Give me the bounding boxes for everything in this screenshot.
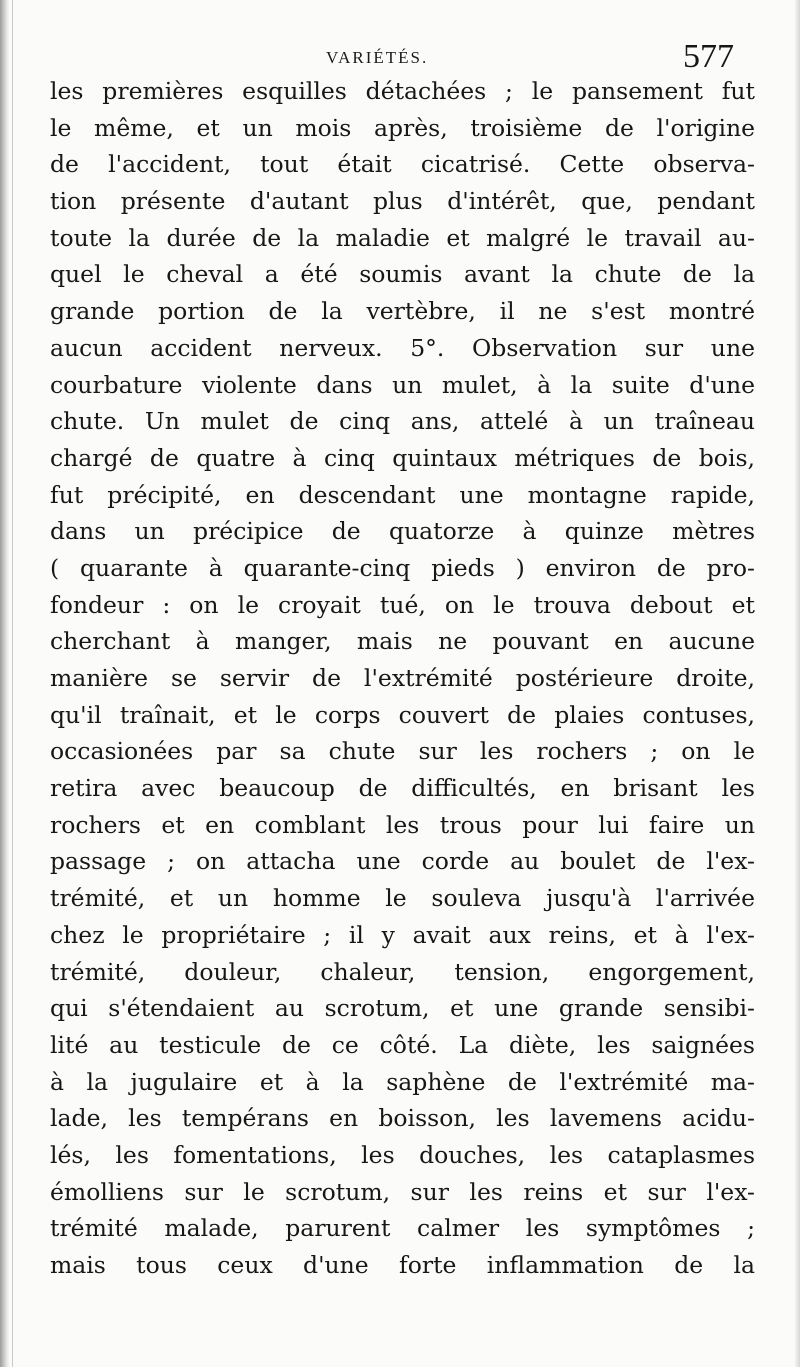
text-line: mais tous ceux d'une forte inflammation de la <box>50 1251 755 1279</box>
text-line: fondeur : on le croyait tué, on le trouva debout et <box>50 590 755 619</box>
text-line: trémité malade, parurent calmer les symptômes ; <box>50 1214 755 1243</box>
text-line: de l'accident, tout était cicatrisé. Cette observa- <box>50 150 755 179</box>
text-line: tion présente d'autant plus d'intérêt, que, pendant <box>50 187 755 216</box>
text-line: occasionées par sa chute sur les rochers ; on le <box>50 737 755 766</box>
body-text <box>50 73 755 1284</box>
text-line: toute la durée de la maladie et malgré le travail au- <box>50 223 755 252</box>
text-line: les premières esquilles détachées ; le pansement fut <box>50 77 755 105</box>
text-line: courbature violente dans un mulet, à la suite d'une <box>50 370 755 399</box>
text-line: passage ; on attacha une corde au boulet de l'ex- <box>50 847 755 876</box>
text-line: lade, les tempérans en boisson, les lavemens acidu- <box>50 1104 755 1133</box>
page-edge-right <box>794 0 800 1367</box>
text-line: dans un précipice de quatorze à quinze mètres <box>50 517 755 546</box>
text-line: trémité, douleur, chaleur, tension, engorgement, <box>50 957 755 986</box>
text-line: émolliens sur le scrotum, sur les reins et sur l'ex- <box>50 1177 755 1206</box>
text-line: grande portion de la vertèbre, il ne s'est montré <box>50 297 755 326</box>
text-line: chute. Un mulet de cinq ans, attelé à un traîneau <box>50 407 755 436</box>
text-line: retira avec beaucoup de difficultés, en brisant les <box>50 774 755 803</box>
text-line: chargé de quatre à cinq quintaux métriques de bois, <box>50 443 755 472</box>
running-head: VARIÉTÉS. <box>326 48 429 67</box>
text-line: qui s'étendaient au scrotum, et une grande sensibi- <box>50 994 755 1023</box>
page-gutter-line <box>12 0 13 1367</box>
text-line: le même, et un mois après, troisième de l'origine <box>50 113 755 142</box>
page-gutter-shadow <box>0 0 10 1367</box>
text-line: trémité, et un homme le souleva jusqu'à l'arrivée <box>50 884 755 913</box>
text-line: lés, les fomentations, les douches, les cataplasmes <box>50 1140 755 1169</box>
text-line: cherchant à manger, mais ne pouvant en aucune <box>50 627 755 656</box>
text-line: quel le cheval a été soumis avant la chute de la <box>50 260 755 289</box>
text-line: aucun accident nerveux. 5°. Observation sur une <box>50 333 755 362</box>
text-line: chez le propriétaire ; il y avait aux reins, et à l'ex- <box>50 920 755 949</box>
text-line: à la jugulaire et à la saphène de l'extrémité ma- <box>50 1067 755 1096</box>
page-number: 577 <box>683 38 734 75</box>
text-line: manière se servir de l'extrémité postérieure droite, <box>50 664 755 692</box>
text-line: ( quarante à quarante-cinq pieds ) environ de pro- <box>50 553 755 582</box>
text-line: fut précipité, en descendant une montagne rapide, <box>50 480 755 509</box>
text-line: qu'il traînait, et le corps couvert de plaies contuses, <box>50 700 755 729</box>
text-line: lité au testicule de ce côté. La diète, les saignées <box>50 1030 755 1059</box>
text-line: rochers et en comblant les trous pour lui faire un <box>50 810 755 839</box>
